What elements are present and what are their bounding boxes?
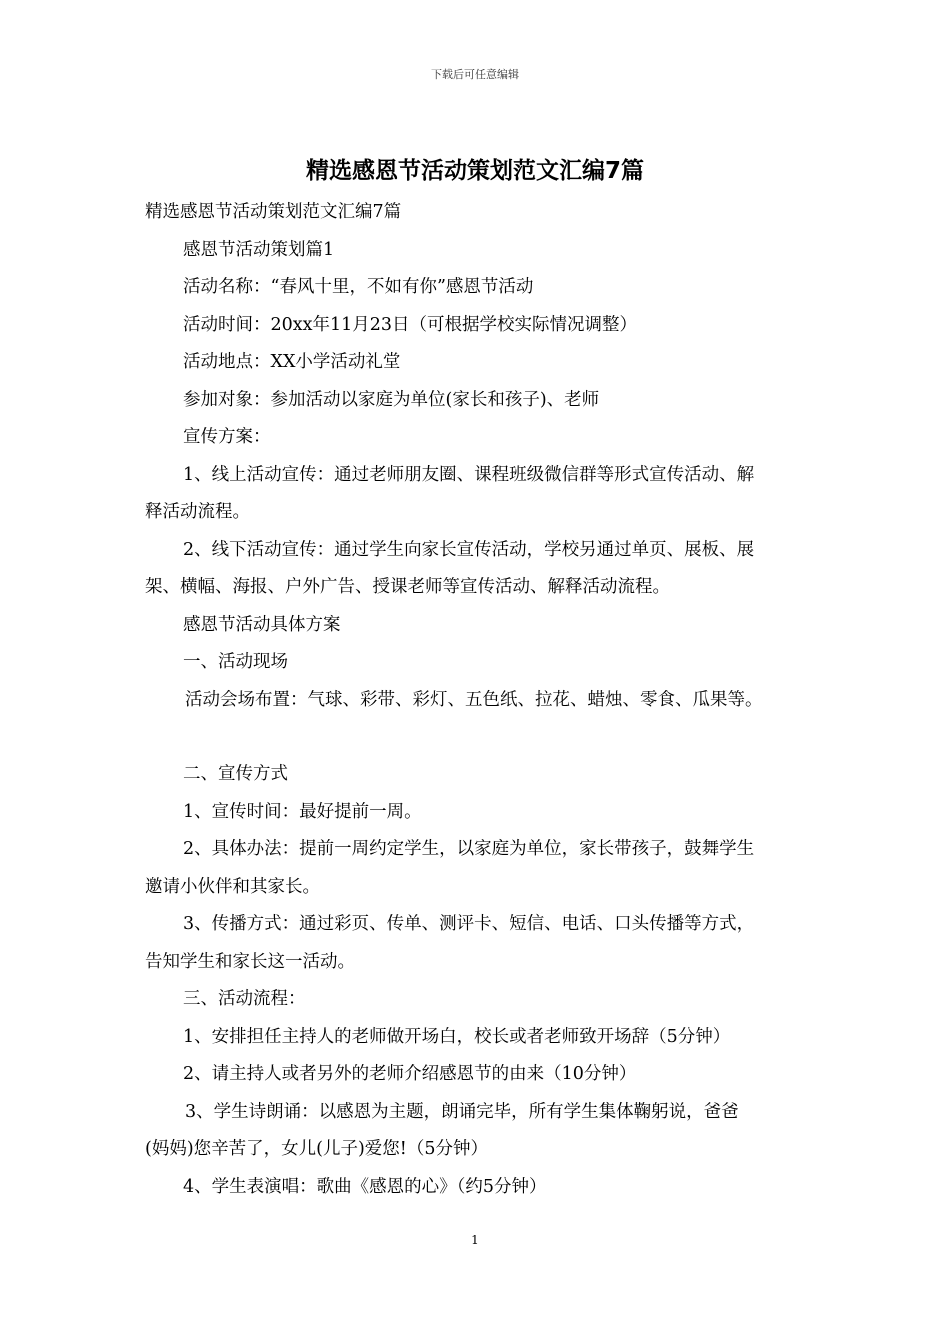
document-title: 精选感恩节活动策划范文汇编7篇 (305, 158, 644, 184)
paragraph: 精选感恩节活动策划范文汇编7篇 (145, 202, 402, 222)
paragraph: 2、线下活动宣传：通过学生向家长宣传活动，学校另通过单页、展板、展 (183, 539, 755, 560)
header-note: 下载后可任意编辑 (431, 68, 519, 81)
paragraph: 架、横幅、海报、户外广告、授课老师等宣传活动、解释活动流程。 (145, 577, 670, 597)
document-body (145, 194, 825, 1206)
paragraph: 三、活动流程： (183, 989, 306, 1009)
paragraph: 活动会场布置：气球、彩带、彩灯、五色纸、拉花、蜡烛、零食、瓜果等。 (185, 689, 763, 710)
paragraph: 3、传播方式：通过彩页、传单、测评卡、短信、电话、口头传播等方式， (183, 914, 755, 934)
paragraph: 一、活动现场 (183, 652, 288, 672)
paragraph: (妈妈)您辛苦了，女儿(儿子)爱您!（5分钟） (145, 1139, 488, 1159)
paragraph: 释活动流程。 (145, 502, 250, 522)
paragraph: 4、学生表演唱：歌曲《感恩的心》（约5分钟） (183, 1176, 547, 1197)
paragraph: 告知学生和家长这一活动。 (145, 951, 355, 972)
paragraph: 邀请小伙伴和其家长。 (145, 876, 320, 897)
paragraph: 感恩节活动策划篇1 (183, 239, 335, 260)
paragraph: 1、宣传时间：最好提前一周。 (183, 801, 422, 822)
paragraph: 3、学生诗朗诵：以感恩为主题，朗诵完毕，所有学生集体鞠躬说，爸爸 (185, 1101, 739, 1122)
paragraph: 2、请主持人或者另外的老师介绍感恩节的由来（10分钟） (183, 1064, 637, 1084)
paragraph: 感恩节活动具体方案 (183, 614, 341, 635)
paragraph: 活动时间：20xx年11月23日（可根据学校实际情况调整） (183, 314, 638, 335)
paragraph: 宣传方案： (183, 427, 271, 447)
paragraph: 2、具体办法：提前一周约定学生，以家庭为单位，家长带孩子，鼓舞学生 (183, 839, 755, 859)
paragraph: 1、线上活动宣传：通过老师朋友圈、课程班级微信群等形式宣传活动、解 (183, 464, 755, 485)
paragraph: 1、安排担任主持人的老师做开场白，校长或者老师致开场辞（5分钟） (183, 1026, 731, 1047)
paragraph: 二、宣传方式 (183, 764, 288, 784)
paragraph: 活动地点：XX小学活动礼堂 (183, 352, 401, 372)
paragraph: 参加对象：参加活动以家庭为单位(家长和孩子)、老师 (183, 389, 600, 410)
paragraph: 活动名称：“春风十里，不如有你”感恩节活动 (183, 277, 534, 297)
page-number: 1 (471, 1233, 479, 1247)
